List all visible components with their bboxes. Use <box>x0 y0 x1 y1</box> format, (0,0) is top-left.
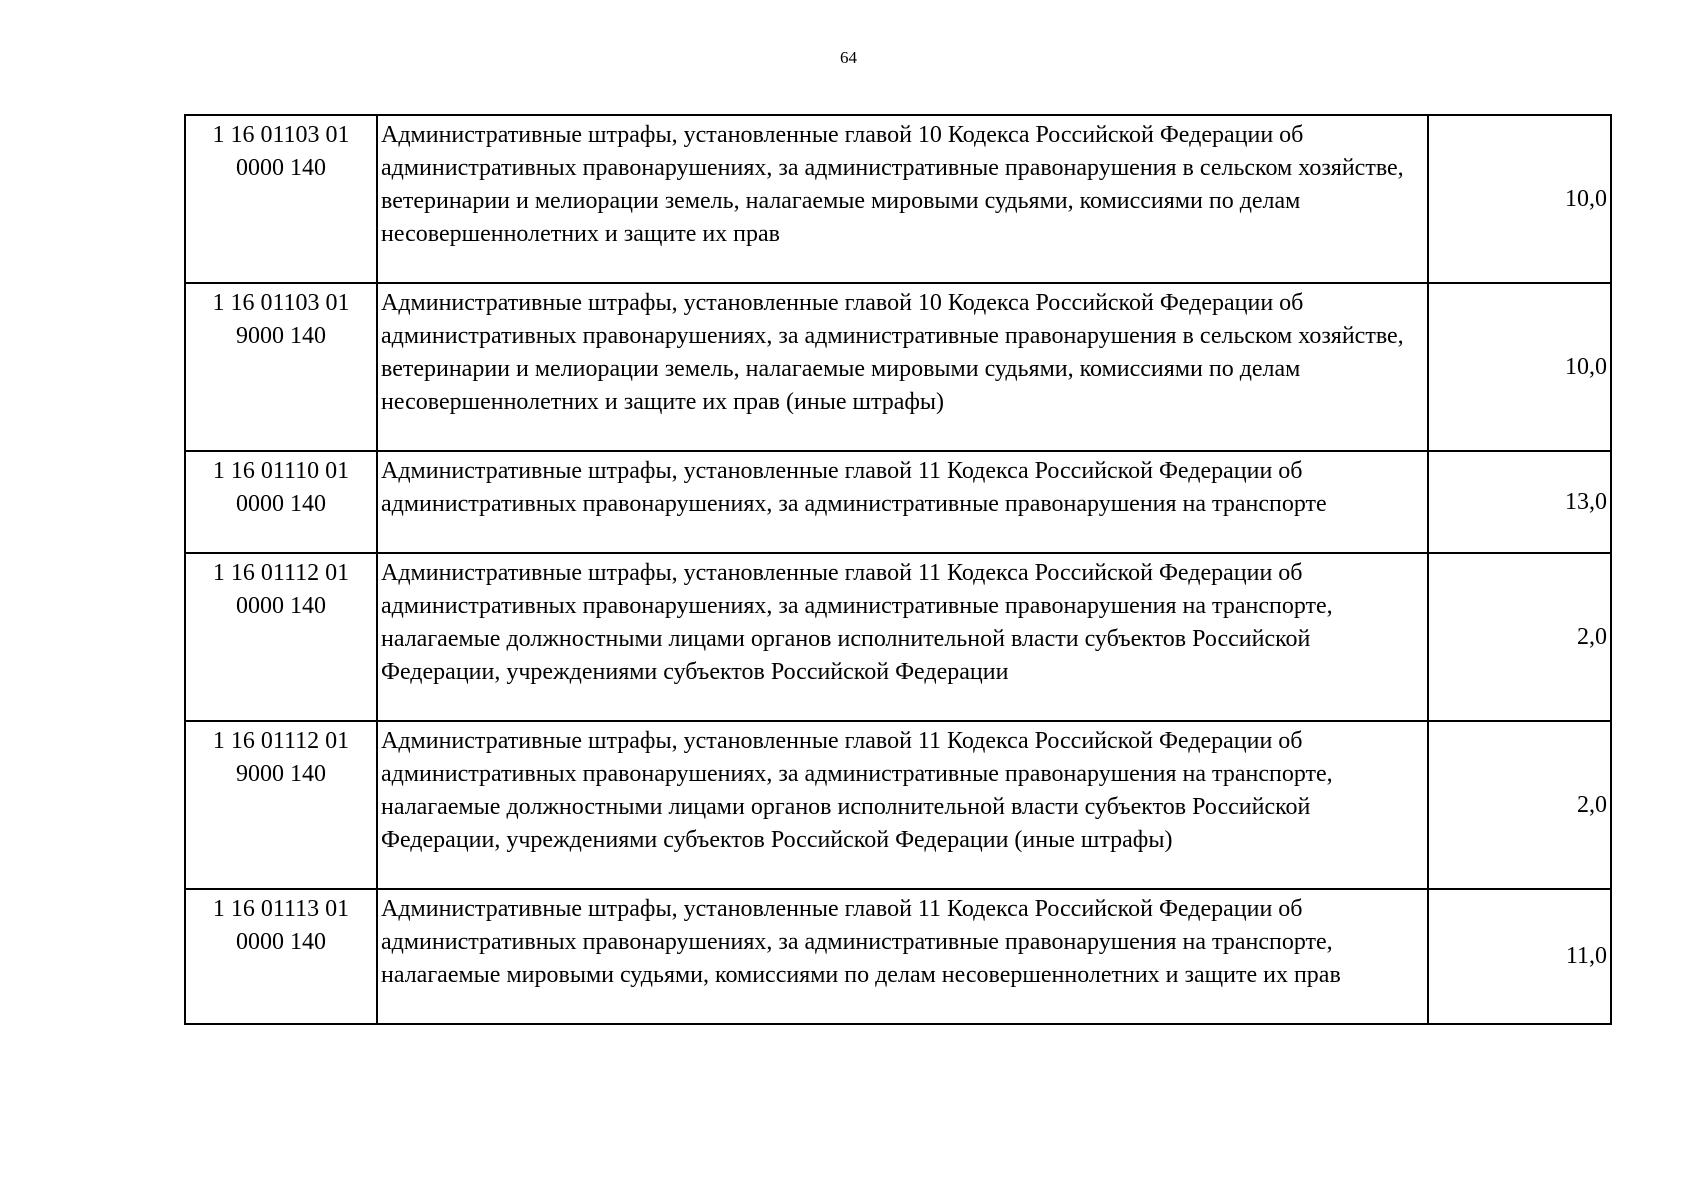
budget-code-line-2: 0000 140 <box>236 929 326 955</box>
budget-code-cell <box>185 283 377 451</box>
amount-cell: 13,0 <box>1428 451 1611 553</box>
budget-code-line-1: 1 16 01103 01 <box>212 290 350 316</box>
description-cell: Административные штрафы, установленные главой 11 Кодекса Российской Федерации об административных правонарушениях, за административные правонарушения на транспорте, налагаемые должностными лицами органов исполнительной власти субъектов Российской Федерации, учреждениями субъектов Российской Федерации <box>377 553 1428 721</box>
table-row <box>185 115 1611 283</box>
budget-code-line-2: 9000 140 <box>236 323 326 349</box>
budget-code-line-1: 1 16 01112 01 <box>212 560 350 586</box>
budget-code-line-2: 0000 140 <box>236 155 326 181</box>
table-row <box>185 283 1611 451</box>
table-row <box>185 721 1611 889</box>
budget-code-line-1: 1 16 01110 01 <box>212 458 350 484</box>
budget-code-line-1: 1 16 01112 01 <box>212 728 350 754</box>
amount-cell: 10,0 <box>1428 283 1611 451</box>
description-cell: Административные штрафы, установленные главой 10 Кодекса Российской Федерации об административных правонарушениях, за административные правонарушения в сельском хозяйстве, ветеринарии и мелиорации земель, налагаемые мировыми судьями, комиссиями по делам несовершеннолетних и защите их прав (иные штрафы) <box>377 283 1428 451</box>
description-cell: Административные штрафы, установленные главой 11 Кодекса Российской Федерации об административных правонарушениях, за административные правонарушения на транспорте <box>377 451 1428 553</box>
amount-cell: 11,0 <box>1428 889 1611 1024</box>
budget-code-line-2: 9000 140 <box>236 761 326 787</box>
budget-code-cell <box>185 553 377 721</box>
table-row <box>185 451 1611 553</box>
budget-code-cell <box>185 451 377 553</box>
description-cell: Административные штрафы, установленные главой 10 Кодекса Российской Федерации об административных правонарушениях, за административные правонарушения в сельском хозяйстве, ветеринарии и мелиорации земель, налагаемые мировыми судьями, комиссиями по делам несовершеннолетних и защите их прав <box>377 115 1428 283</box>
budget-code-cell <box>185 721 377 889</box>
revenue-classification-table <box>184 114 1612 1025</box>
budget-code-cell <box>185 889 377 1024</box>
budget-code-line-2: 0000 140 <box>236 593 326 619</box>
budget-code-line-2: 0000 140 <box>236 491 326 517</box>
table-row <box>185 889 1611 1024</box>
page-number: 64 <box>840 48 857 67</box>
budget-code-cell <box>185 115 377 283</box>
amount-cell: 2,0 <box>1428 721 1611 889</box>
table-row <box>185 553 1611 721</box>
amount-cell: 10,0 <box>1428 115 1611 283</box>
budget-code-line-1: 1 16 01113 01 <box>212 896 350 922</box>
budget-code-line-1: 1 16 01103 01 <box>212 122 350 148</box>
description-cell: Административные штрафы, установленные главой 11 Кодекса Российской Федерации об административных правонарушениях, за административные правонарушения на транспорте, налагаемые мировыми судьями, комиссиями по делам несовершеннолетних и защите их прав <box>377 889 1428 1024</box>
description-cell: Административные штрафы, установленные главой 11 Кодекса Российской Федерации об административных правонарушениях, за административные правонарушения на транспорте, налагаемые должностными лицами органов исполнительной власти субъектов Российской Федерации, учреждениями субъектов Российской Федерации (иные штрафы) <box>377 721 1428 889</box>
amount-cell: 2,0 <box>1428 553 1611 721</box>
